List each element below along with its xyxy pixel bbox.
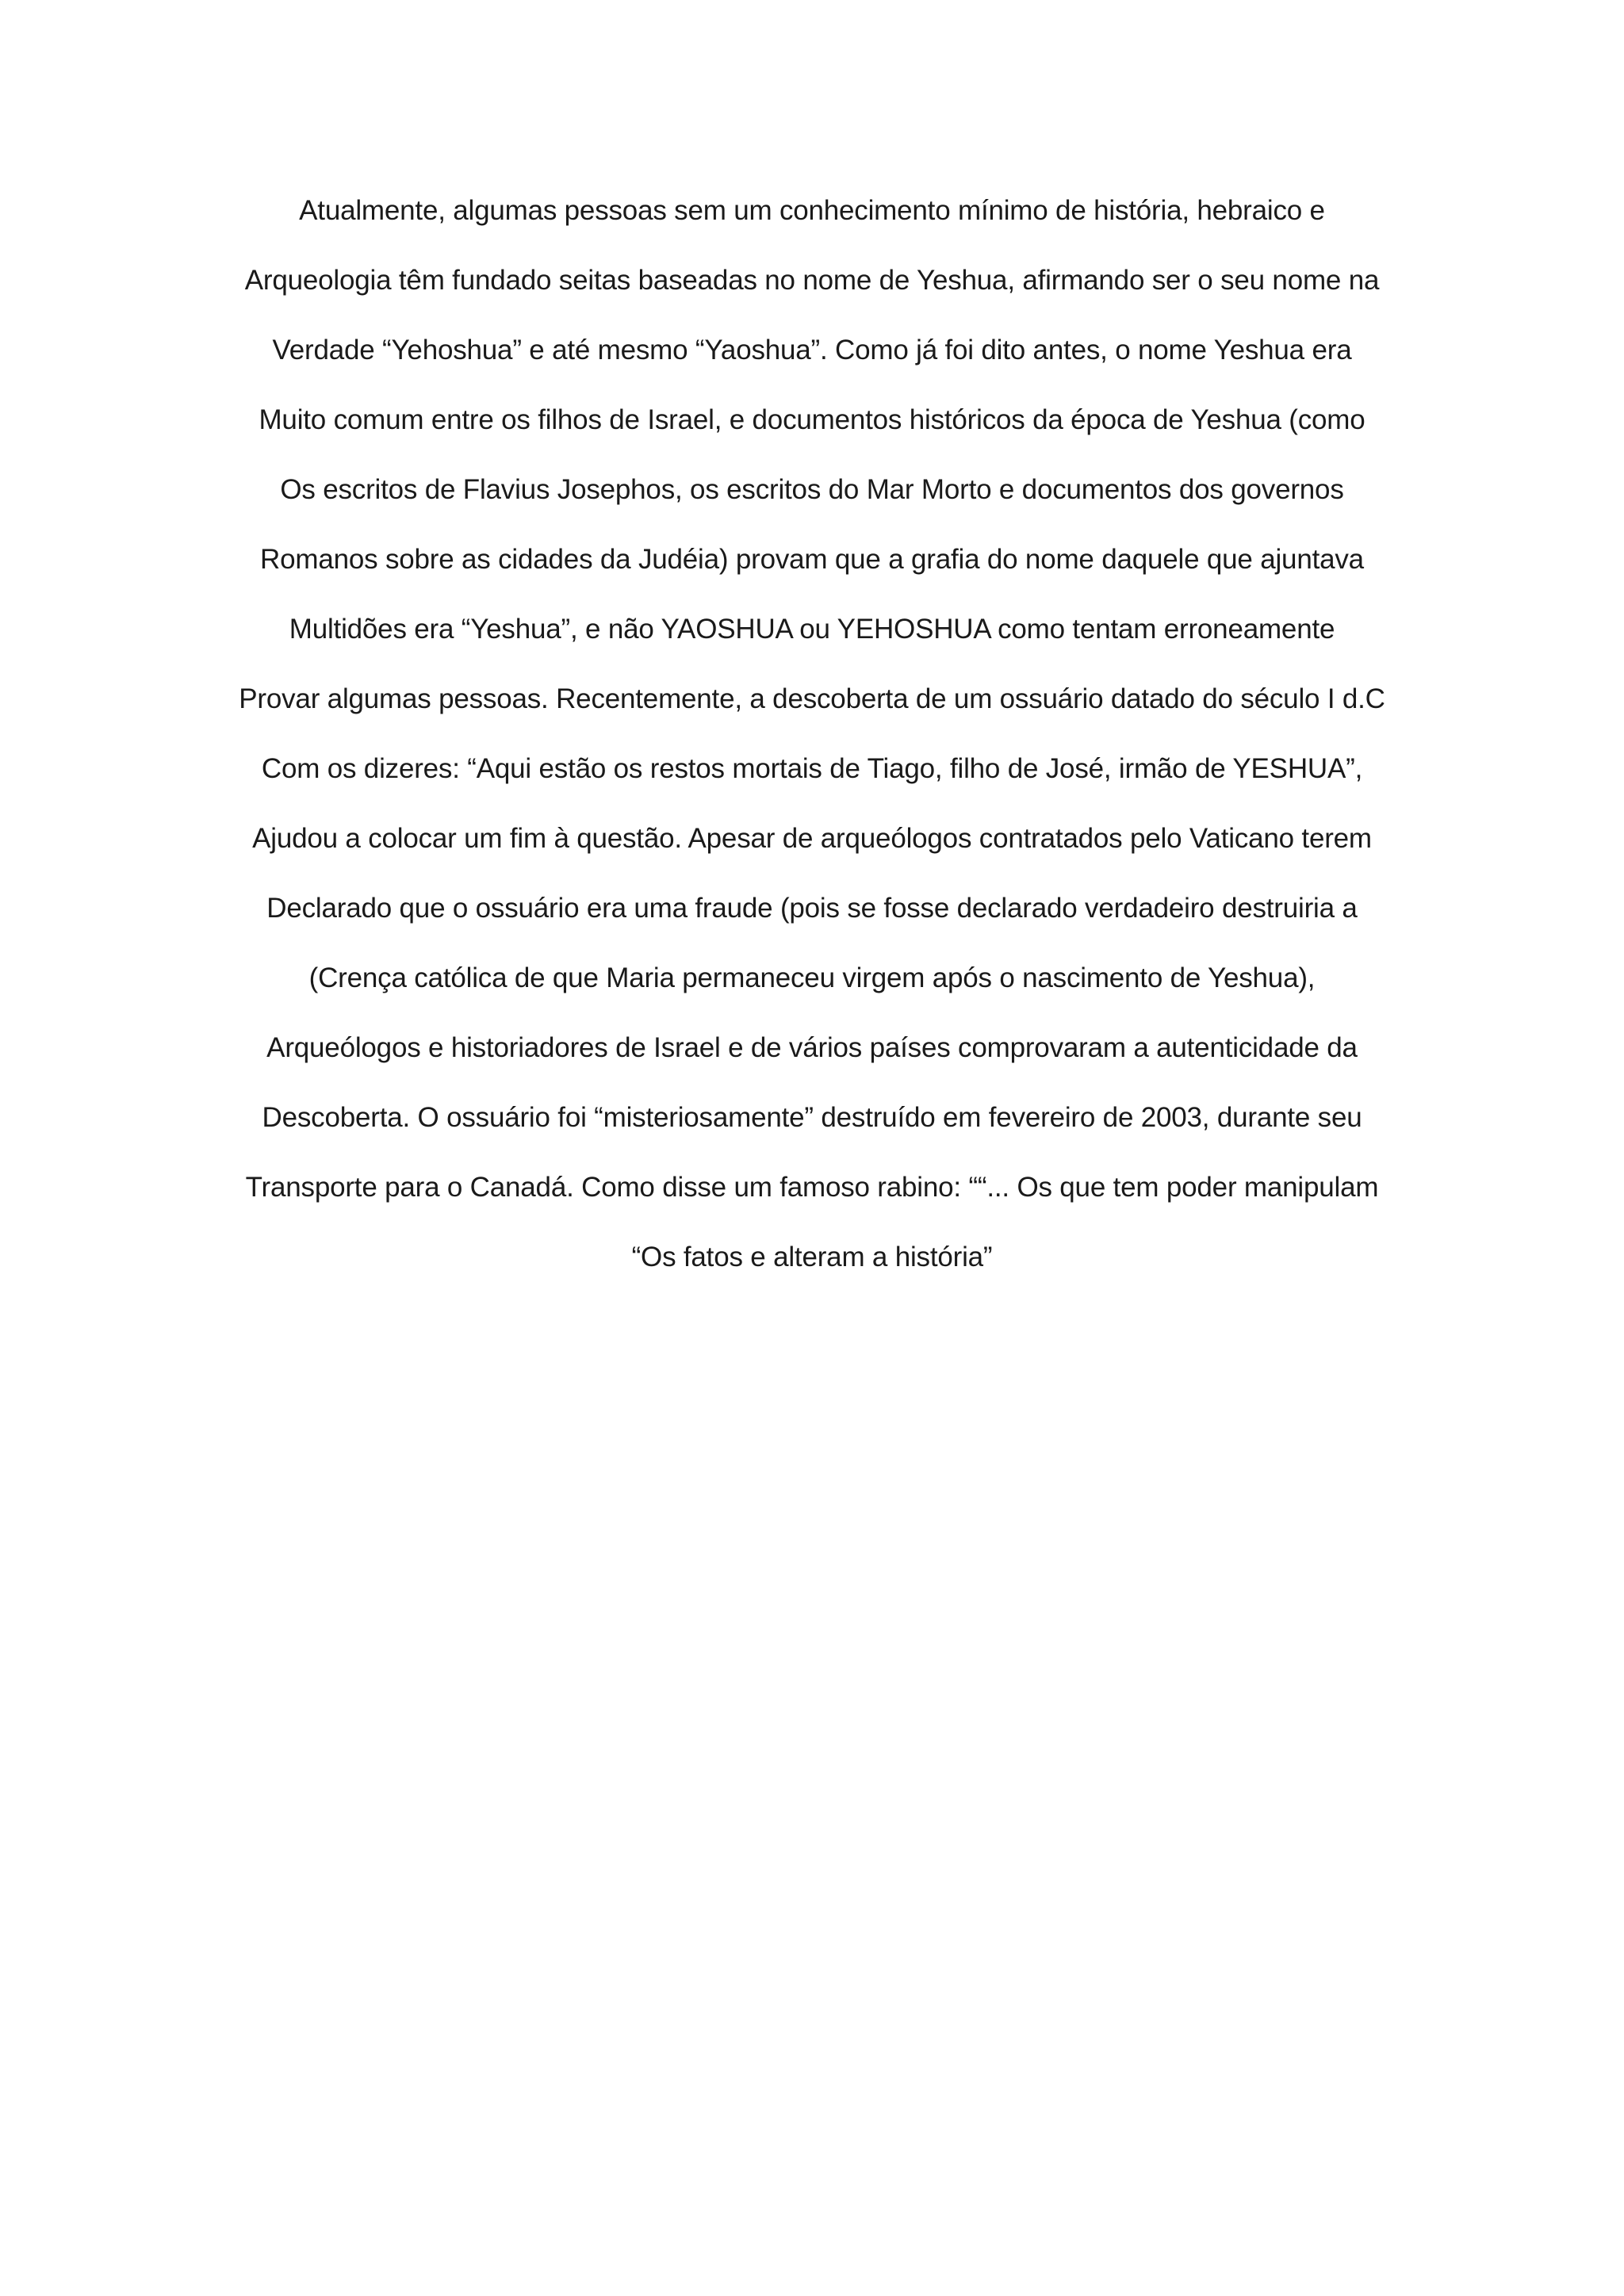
text-line: Atualmente, algumas pessoas sem um conhecimento mínimo de história, hebraico e	[299, 195, 1325, 226]
text-line: Arqueólogos e historiadores de Israel e de vários países comprovaram a autenticidade da	[266, 1032, 1358, 1063]
text-line: Declarado que o ossuário era uma fraude (pois se fosse declarado verdadeiro destruiria a	[266, 893, 1358, 924]
text-line: Romanos sobre as cidades da Judéia) provam que a grafia do nome daquele que ajuntava	[260, 544, 1364, 575]
text-line: Transporte para o Canadá. Como disse um famoso rabino: ““... Os que tem poder manipulam	[245, 1172, 1379, 1203]
text-line: Ajudou a colocar um fim à questão. Apesar de arqueólogos contratados pelo Vaticano terem	[252, 823, 1372, 854]
text-line: Com os dizeres: “Aqui estão os restos mortais de Tiago, filho de José, irmão de YESHUA”,	[261, 753, 1363, 784]
text-line: Provar algumas pessoas. Recentemente, a descoberta de um ossuário datado do século I d.C	[239, 683, 1385, 714]
text-line: (Crença católica de que Maria permaneceu virgem após o nascimento de Yeshua),	[308, 962, 1316, 993]
text-line: Os escritos de Flavius Josephos, os escritos do Mar Morto e documentos dos governos	[280, 474, 1344, 505]
text-line: “Os fatos e alteram a história”	[631, 1242, 993, 1272]
text-line: Arqueologia têm fundado seitas baseadas no nome de Yeshua, afirmando ser o seu nome na	[244, 265, 1380, 296]
text-line: Verdade “Yehoshua” e até mesmo “Yaoshua”. Como já foi dito antes, o nome Yeshua era	[272, 335, 1352, 365]
body-paragraph	[190, 187, 1434, 1303]
text-line: Descoberta. O ossuário foi “misteriosamente” destruído em fevereiro de 2003, durante seu	[262, 1102, 1362, 1133]
text-line: Multidões era “Yeshua”, e não YAOSHUA ou YEHOSHUA como tentam erroneamente	[289, 614, 1335, 645]
text-line: Muito comum entre os filhos de Israel, e documentos históricos da época de Yeshua (como	[259, 404, 1365, 435]
